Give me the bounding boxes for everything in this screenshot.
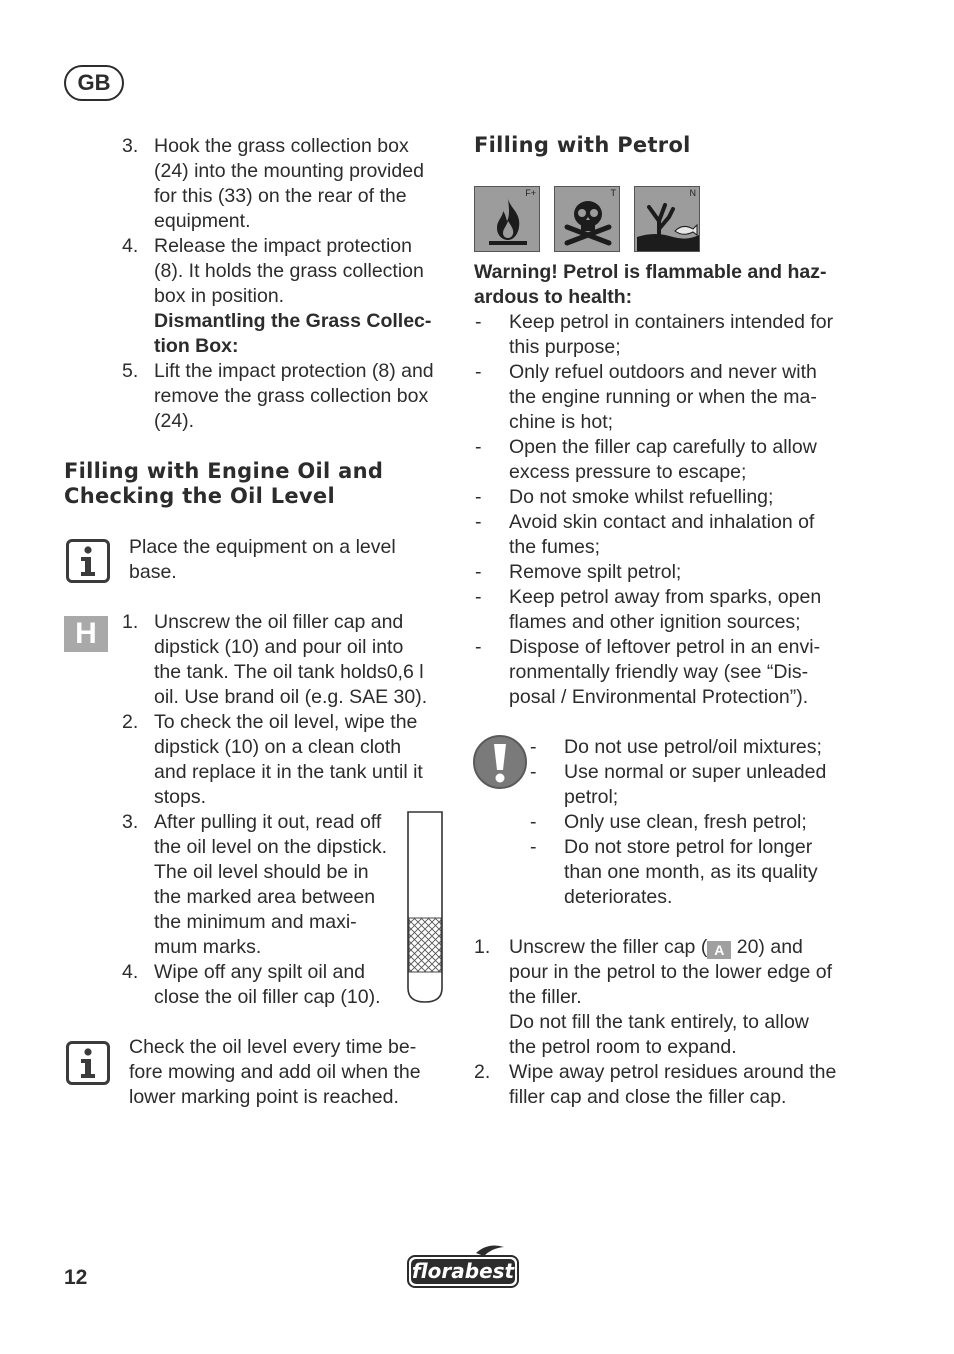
text-line: tion Box:: [154, 335, 239, 357]
dead-tree-fish-icon: [635, 187, 701, 253]
text-line: the marked area between: [154, 886, 376, 908]
step-number: 3.: [122, 811, 139, 833]
warning-list: [475, 310, 869, 710]
steps-top-list: [122, 134, 454, 434]
text-line: this purpose;: [509, 336, 621, 358]
text-line: the oil level on the dipstick.: [154, 836, 388, 858]
info-icon: [66, 539, 110, 583]
text-fragment: 20) and: [731, 936, 803, 958]
text-line: ardous to health:: [474, 286, 633, 308]
text-line: filler cap and close the filler cap.: [509, 1086, 787, 1108]
caution-list: [530, 735, 864, 910]
hazard-flammable: [474, 186, 540, 252]
info-note: [129, 535, 449, 585]
text-line: chine is hot;: [509, 411, 614, 433]
list-item: - Keep petrol away from sparks, open flames and other ignition sources;: [509, 585, 869, 635]
text-line: Do not fill the tank entirely, to allow: [509, 1011, 809, 1033]
text-line: oil. Use brand oil (e.g. SAE 30).: [154, 686, 428, 708]
text-line: equipment.: [154, 210, 251, 232]
info-icon: [66, 1041, 110, 1085]
hazard-toxic: [554, 186, 620, 252]
text-line: Check the oil level every time be-: [129, 1036, 417, 1058]
text-line: fore mowing and add oil when the: [129, 1061, 421, 1083]
list-item: - Open the filler cap carefully to allow excess pressure to escape;: [509, 435, 869, 485]
text-line: dipstick (10) on a clean cloth: [154, 736, 402, 758]
text-line: Hook the grass collection box: [154, 135, 409, 157]
text-line: Place the equipment on a level: [129, 536, 396, 558]
text-line: Warning! Petrol is flammable and haz-: [474, 261, 827, 283]
text-line: ronmentally friendly way (see “Dis-: [509, 661, 809, 683]
list-item: [122, 359, 454, 434]
list-item: - Do not use petrol/oil mixtures;: [564, 735, 864, 760]
dismantling-heading: [154, 309, 454, 359]
step-number: 1.: [122, 611, 139, 633]
text-line: the fumes;: [509, 536, 601, 558]
text-line: (8). It holds the grass collection: [154, 260, 424, 282]
text-line: Do not store petrol for longer: [564, 836, 813, 858]
list-item: [122, 234, 454, 309]
text-line: Use normal or super unleaded: [564, 761, 827, 783]
text-line: mum marks.: [154, 936, 262, 958]
list-item: - Do not smoke whilst refuelling;: [509, 485, 869, 510]
text-line: the petrol room to expand.: [509, 1036, 737, 1058]
text-line: Do not use petrol/oil mixtures;: [564, 736, 822, 758]
hazard-code: N: [689, 188, 696, 198]
hazard-code: F+: [525, 188, 536, 198]
hazard-environment: [634, 186, 700, 252]
heading-line: Checking the Oil Level: [64, 484, 335, 508]
text-line: The oil level should be in: [154, 861, 369, 883]
logo-text: florabest: [411, 1259, 515, 1283]
list-item: - Only use clean, fresh petrol;: [564, 810, 864, 835]
hazard-code: T: [610, 188, 616, 198]
text-line: Do not smoke whilst refuelling;: [509, 486, 774, 508]
step-number: 3.: [122, 135, 139, 157]
text-line: dipstick (10) and pour oil into: [154, 636, 404, 658]
language-badge: GB: [64, 65, 124, 101]
text-line: Only use clean, fresh petrol;: [564, 811, 807, 833]
text-line: Dispose of leftover petrol in an envi-: [509, 636, 821, 658]
text-line: Keep petrol in containers intended for: [509, 311, 834, 333]
text-line: Remove spilt petrol;: [509, 561, 682, 583]
petrol-section-heading: Filling with Petrol: [474, 133, 691, 157]
step-number: 4.: [122, 961, 139, 983]
list-item: - Dispose of leftover petrol in an envi- ronmentally friendly way (see “Dis- posal / Environmental Protection”).: [509, 635, 869, 710]
text-line: To check the oil level, wipe the: [154, 711, 418, 733]
list-item: [122, 134, 454, 234]
text-line: After pulling it out, read off: [154, 811, 382, 833]
dipstick-illustration: [404, 810, 446, 1006]
text-line: the engine running or when the ma-: [509, 386, 817, 408]
text-fragment: Unscrew the filler cap (: [509, 936, 708, 958]
text-line: Lift the impact protection (8) and: [154, 360, 434, 382]
info-note: [129, 1035, 449, 1110]
text-line: pour in the petrol to the lower edge of: [509, 961, 833, 983]
text-line: (24) into the mounting provided: [154, 160, 424, 182]
text-line: the tank. The oil tank holds0,6 l: [154, 661, 424, 683]
text-line: Wipe off any spilt oil and: [154, 961, 366, 983]
text-line: deteriorates.: [564, 886, 673, 908]
text-line: Only refuel outdoors and never with: [509, 361, 817, 383]
text-line: the filler.: [509, 986, 582, 1008]
figure-a-badge: A: [707, 941, 731, 959]
text-line: stops.: [154, 786, 207, 808]
text-line: flames and other ignition sources;: [509, 611, 801, 633]
list-item: - Use normal or super unleaded petrol;: [564, 760, 864, 810]
step-number: 5.: [122, 360, 139, 382]
list-item: - Only refuel outdoors and never with the engine running or when the ma- chine is hot;: [509, 360, 869, 435]
text-line: Open the filler cap carefully to allow: [509, 436, 817, 458]
text-line: excess pressure to escape;: [509, 461, 747, 483]
list-item: - Keep petrol in containers intended for this purpose;: [509, 310, 869, 360]
flame-icon: [475, 187, 541, 253]
text-line: posal / Environmental Protection”).: [509, 686, 809, 708]
text-line: [509, 935, 869, 960]
text-line: than one month, as its quality: [564, 861, 818, 883]
text-line: and replace it in the tank until it: [154, 761, 423, 783]
skull-icon: [555, 187, 621, 253]
petrol-warning-heading: [474, 260, 864, 310]
text-line: Wipe away petrol residues around the: [509, 1061, 837, 1083]
step-number: 2.: [122, 711, 139, 733]
fill-steps-list: [474, 935, 869, 1110]
text-line: petrol;: [564, 786, 619, 808]
step-number: 2.: [474, 1061, 491, 1083]
text-line: close the oil filler cap (10).: [154, 986, 381, 1008]
step-number: 1.: [474, 936, 491, 958]
list-item: - Avoid skin contact and inhalation of the fumes;: [509, 510, 869, 560]
step-number: 4.: [122, 235, 139, 257]
list-item: - Do not store petrol for longer than one month, as its quality deteriorates.: [564, 835, 864, 910]
text-line: Unscrew the oil filler cap and: [154, 611, 404, 633]
text-line: box in position.: [154, 285, 285, 307]
text-line: remove the grass collection box: [154, 385, 429, 407]
text-line: lower marking point is reached.: [129, 1086, 399, 1108]
list-item: - Remove spilt petrol;: [509, 560, 869, 585]
text-line: Keep petrol away from sparks, open: [509, 586, 822, 608]
text-line: Release the impact protection: [154, 235, 412, 257]
oil-section-heading: [64, 459, 454, 509]
text-line: (24).: [154, 410, 195, 432]
list-item: [122, 710, 454, 810]
florabest-logo: [406, 1244, 520, 1297]
list-item: [122, 610, 454, 710]
exclamation-icon: [472, 734, 528, 790]
text-line: the minimum and maxi-: [154, 911, 357, 933]
text-line: for this (33) on the rear of the: [154, 185, 407, 207]
figure-h-marker: H: [64, 616, 108, 652]
list-item: [474, 1060, 869, 1110]
heading-line: Filling with Engine Oil and: [64, 459, 384, 483]
text-line: Dismantling the Grass Collec-: [154, 310, 432, 332]
page-number: 12: [64, 1266, 88, 1289]
text-line: Avoid skin contact and inhalation of: [509, 511, 815, 533]
text-line: base.: [129, 561, 177, 583]
list-item: [474, 935, 869, 1060]
